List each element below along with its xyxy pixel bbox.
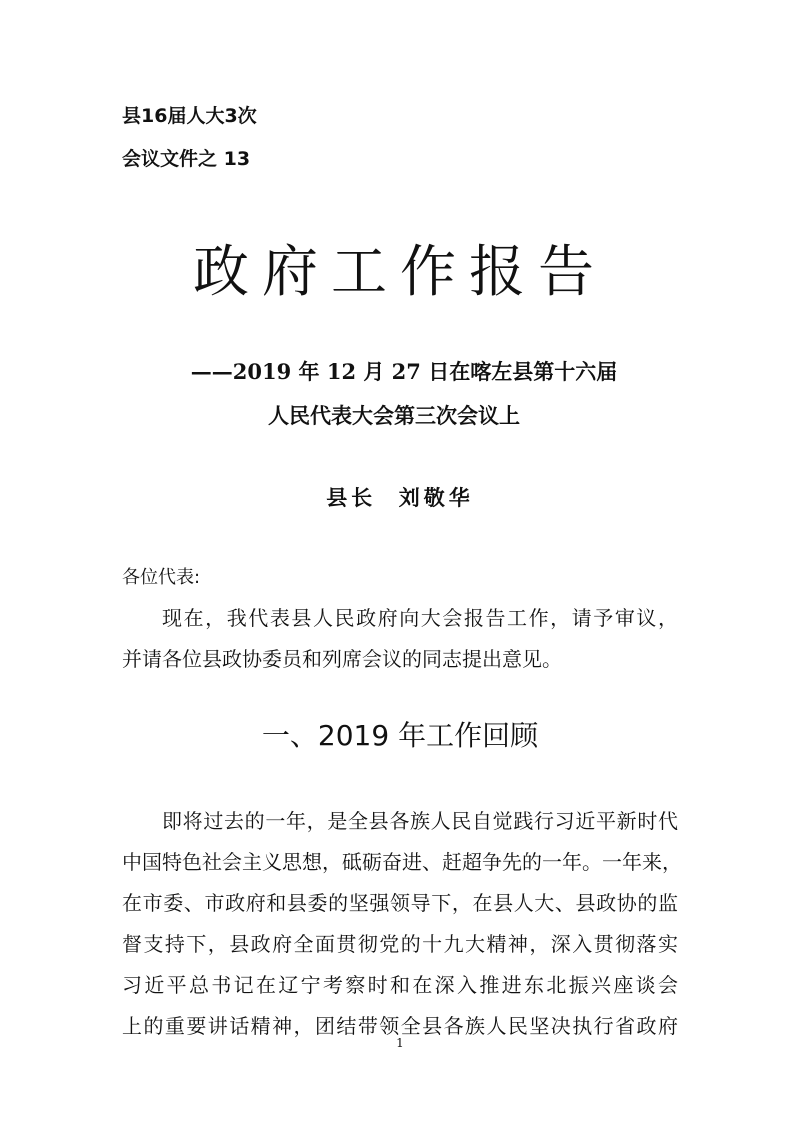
page-title: 政府工作报告: [193, 240, 607, 305]
subtitle-line-2: 人民代表大会第三次会议上: [268, 403, 520, 428]
body-line: 督支持下，县政府全面贯彻党的十九大精神，深入贯彻落实: [122, 932, 678, 956]
author-line: 县长 刘敬华: [326, 485, 474, 510]
subtitle-line-1: ——2019 年 12 月 27 日在喀左县第十六届: [190, 359, 618, 384]
salutation: 各位代表:: [122, 567, 201, 588]
document-tag-line-1: 县16届人大3次: [122, 105, 257, 127]
document-tag-line-2: 会议文件之 13: [122, 148, 251, 170]
intro-line: 并请各位县政协委员和列席会议的同志提出意见。: [122, 647, 562, 671]
body-line: 习近平总书记在辽宁考察时和在深入推进东北振兴座谈会: [122, 973, 678, 997]
intro-line: 现在，我代表县人民政府向大会报告工作，请予审议，: [162, 606, 678, 630]
section-heading: 一、2019 年工作回顾: [261, 719, 539, 752]
body-line: 在市委、市政府和县委的坚强领导下，在县人大、县政协的监: [122, 891, 678, 915]
body-line: 即将过去的一年，是全县各族人民自觉践行习近平新时代: [162, 809, 678, 833]
body-line: 上的重要讲话精神，团结带领全县各族人民坚决执行省政府: [122, 1014, 678, 1038]
page-number: 1: [396, 1036, 404, 1050]
body-line: 中国特色社会主义思想，砥砺奋进、赶超争先的一年。一年来，: [122, 850, 682, 874]
